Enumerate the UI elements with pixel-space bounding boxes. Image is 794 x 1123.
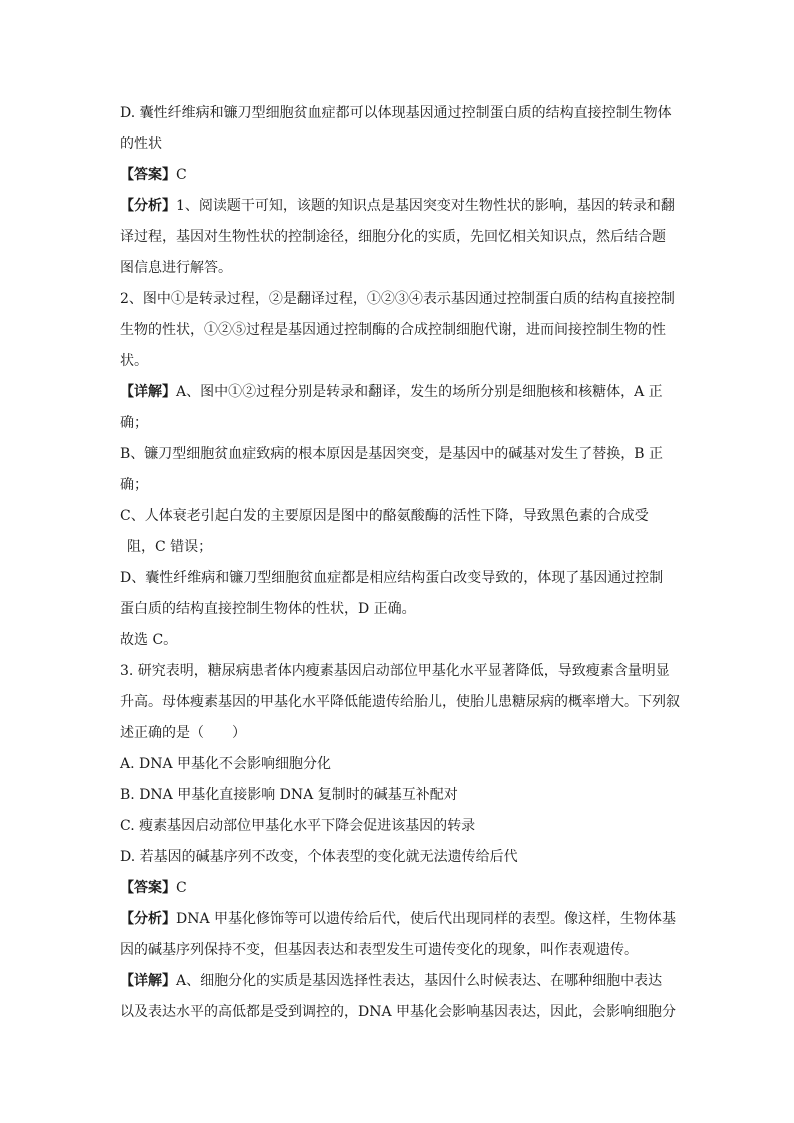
section-label: 【答案】 (120, 167, 176, 183)
line-text: 生物的性状，①②⑤过程是基因通过控制酶的合成控制细胞代谢，进而间接控制生物的性 (120, 322, 666, 338)
line-text: 述正确的是（ ） (120, 725, 246, 741)
text-line (120, 165, 680, 196)
document-body (120, 103, 680, 1033)
text-line (120, 196, 680, 227)
text-line (120, 475, 680, 506)
text-line (120, 971, 680, 1002)
text-line (120, 413, 680, 444)
text-line (120, 506, 680, 537)
line-text: 2、图中①是转录过程，②是翻译过程，①②③④表示基因通过控制蛋白质的结构直接控制 (120, 291, 675, 307)
line-text: B. DNA 甲基化直接影响 DNA 复制时的碱基互补配对 (120, 787, 458, 803)
text-line (120, 847, 680, 878)
line-text: D. 若基因的碱基序列不改变，个体表型的变化就无法遗传给后代 (120, 849, 518, 865)
section-label: 【分析】 (120, 198, 176, 214)
line-text: 1、阅读题干可知，该题的知识点是基因突变对生物性状的影响，基因的转录和翻 (176, 198, 675, 214)
line-text: 确； (120, 477, 148, 493)
line-text: 阻，C 错误； (127, 539, 213, 555)
line-text: 的性状 (120, 136, 162, 152)
text-line (120, 909, 680, 940)
line-text: A、细胞分化的实质是基因选择性表达，基因什么时候表达、在哪种细胞中表达 (176, 973, 663, 989)
line-text: C. 瘦素基因启动部位甲基化水平下降会促进该基因的转录 (120, 818, 476, 834)
text-line (120, 599, 680, 630)
section-label: 【分析】 (120, 911, 176, 927)
line-text: C、人体衰老引起白发的主要原因是图中的酪氨酸酶的活性下降，导致黑色素的合成受 (120, 508, 649, 524)
text-line (120, 103, 680, 134)
text-line (120, 754, 680, 785)
section-label: 【答案】 (120, 880, 176, 896)
text-line (120, 134, 680, 165)
text-line (120, 723, 680, 754)
text-line (120, 320, 680, 351)
line-text: 图信息进行解答。 (120, 260, 232, 276)
text-line (120, 785, 680, 816)
text-line (120, 289, 680, 320)
line-text: D、囊性纤维病和镰刀型细胞贫血症都是相应结构蛋白改变导致的，体现了基因通过控制 (120, 570, 664, 586)
text-line (120, 444, 680, 475)
text-line (120, 630, 680, 661)
line-text: 蛋白质的结构直接控制生物体的性状，D 正确。 (120, 601, 416, 617)
text-line (120, 568, 680, 599)
text-line (120, 661, 680, 692)
text-line (120, 692, 680, 723)
line-text: 状。 (120, 353, 148, 369)
section-label: 【详解】 (120, 384, 176, 400)
line-text: A、图中①②过程分别是转录和翻译，发生的场所分别是细胞核和核糖体，A 正 (176, 384, 663, 400)
text-line (120, 537, 680, 568)
text-line (120, 816, 680, 847)
text-line (120, 878, 680, 909)
line-text: 确； (120, 415, 148, 431)
line-text: A. DNA 甲基化不会影响细胞分化 (120, 756, 332, 772)
text-line (120, 351, 680, 382)
line-text: 升高。母体瘦素基因的甲基化水平降低能遗传给胎儿，使胎儿患糖尿病的概率增大。下列叙 (120, 694, 680, 710)
text-line (120, 227, 680, 258)
text-line (120, 940, 680, 971)
text-line (120, 258, 680, 289)
text-line (120, 1002, 680, 1033)
line-text: C (176, 880, 187, 896)
line-text: 译过程，基因对生物性状的控制途径，细胞分化的实质，先回忆相关知识点，然后结合题 (120, 229, 666, 245)
line-text: 因的碱基序列保持不变，但基因表达和表型发生可遗传变化的现象，叫作表观遗传。 (120, 942, 638, 958)
line-text: 以及表达水平的高低都是受到调控的，DNA 甲基化会影响基因表达，因此，会影响细胞分 (120, 1004, 677, 1020)
line-text: DNA 甲基化修饰等可以遗传给后代，使后代出现同样的表型。像这样，生物体基 (176, 911, 677, 927)
section-label: 【详解】 (120, 973, 176, 989)
text-line (120, 382, 680, 413)
line-text: 3. 研究表明，糖尿病患者体内瘦素基因启动部位甲基化水平显著降低，导致瘦素含量明显 (120, 663, 670, 679)
line-text: 故选 C。 (120, 632, 178, 648)
line-text: C (176, 167, 187, 183)
line-text: B、镰刀型细胞贫血症致病的根本原因是基因突变，是基因中的碱基对发生了替换，B 正 (120, 446, 664, 462)
line-text: D. 囊性纤维病和镰刀型细胞贫血症都可以体现基因通过控制蛋白质的结构直接控制生物体 (120, 105, 672, 121)
